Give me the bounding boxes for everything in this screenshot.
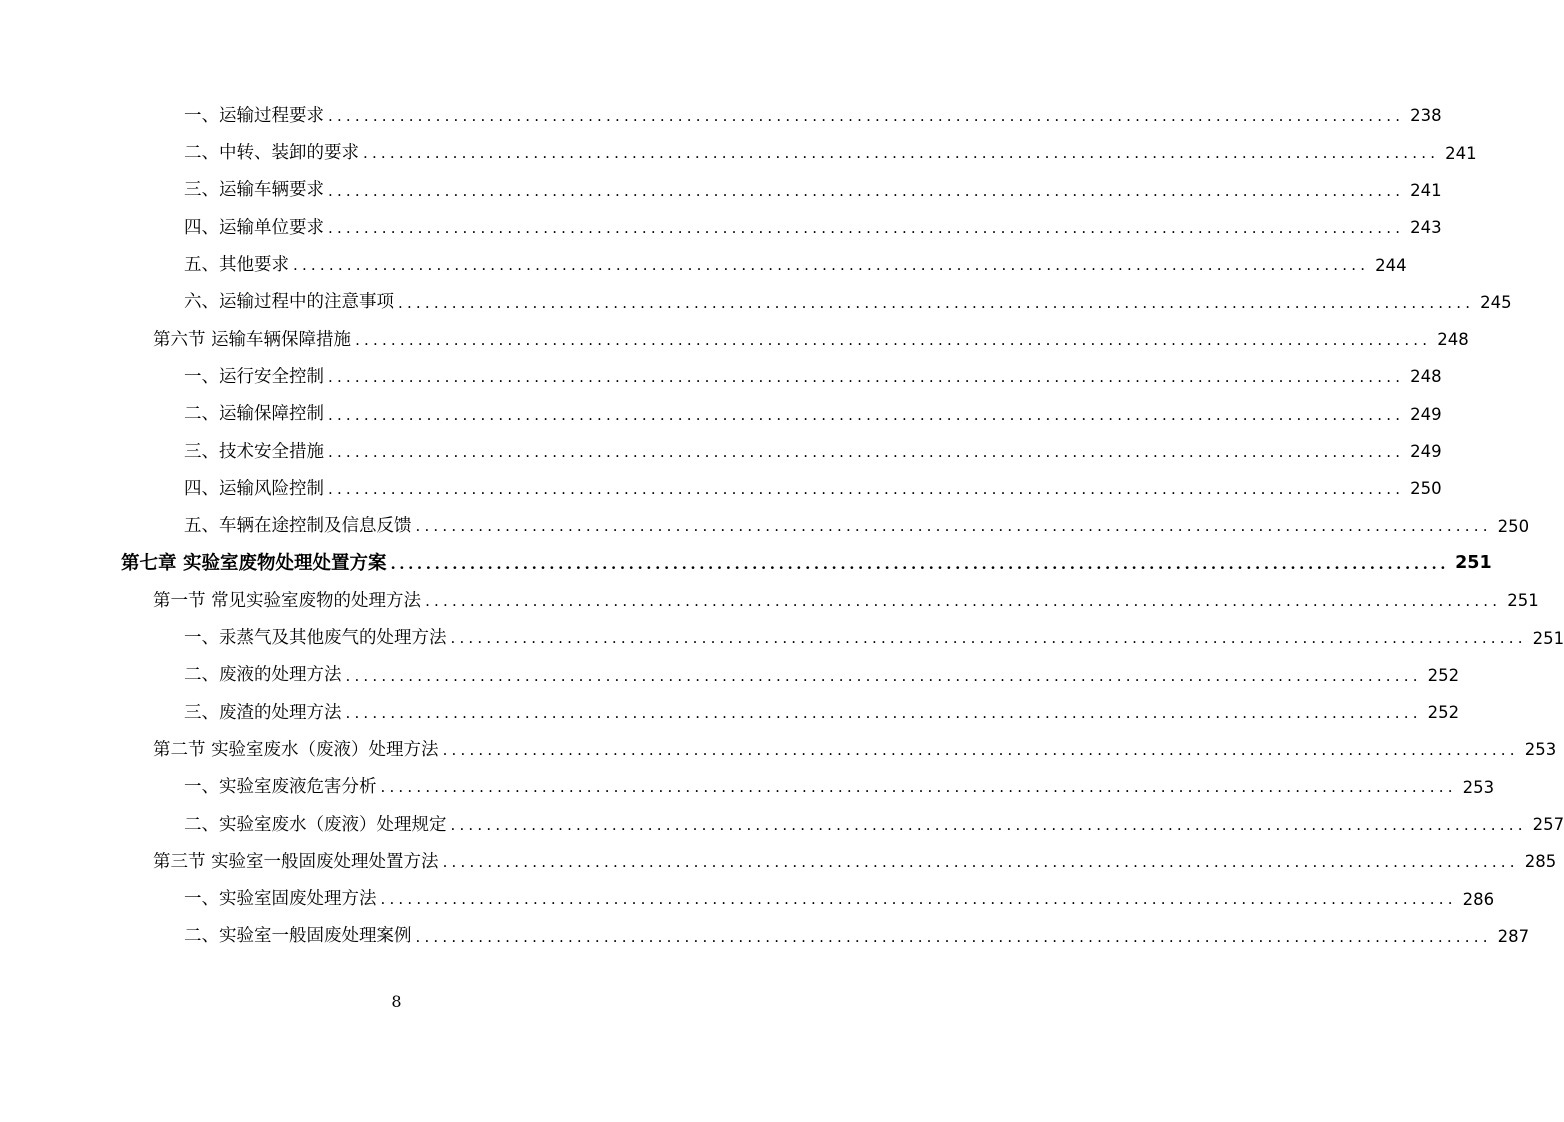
toc-entry-title: 五、车辆在途控制及信息反馈 [184, 516, 412, 537]
toc-item-entry[interactable] [184, 919, 1530, 956]
toc-entry-page: 252 [1427, 703, 1460, 723]
dot-leader: ........................................................................................................................ [442, 853, 1519, 872]
toc-entry-title: 二、中转、装卸的要求 [184, 143, 359, 164]
dot-leader: ........................................................................................................................ [390, 554, 1450, 573]
toc-item-entry[interactable] [184, 769, 1495, 806]
dot-leader: ........................................................................................................................ [293, 256, 1370, 275]
toc-entry-page: 252 [1427, 665, 1460, 685]
toc-section-entry[interactable] [153, 583, 1539, 620]
dot-leader: ........................................................................................................................ [328, 442, 1405, 461]
toc-entry-title: 一、汞蒸气及其他废气的处理方法 [184, 628, 447, 649]
toc-entry-title: 第三节 实验室一般固废处理处置方法 [153, 851, 439, 872]
toc-entry-page: 249 [1410, 404, 1442, 424]
toc-entry-title: 一、运输过程要求 [184, 105, 324, 126]
dot-leader: ........................................................................................................................ [450, 815, 1527, 834]
toc-entry-page: 241 [1445, 143, 1477, 163]
toc-chapter-entry[interactable] [121, 546, 1492, 583]
toc-entry-page: 241 [1410, 180, 1442, 200]
toc-item-entry[interactable] [184, 210, 1442, 247]
toc-entry-page: 286 [1462, 889, 1495, 909]
toc-section-entry[interactable] [153, 322, 1469, 359]
toc-entry-title: 六、运输过程中的注意事项 [184, 292, 394, 313]
toc-entry-title: 三、废渣的处理方法 [184, 702, 342, 723]
toc-entry-title: 二、废液的处理方法 [184, 665, 342, 686]
toc-entry-page: 253 [1462, 777, 1495, 797]
toc-entry-page: 287 [1497, 926, 1530, 946]
table-of-contents [0, 98, 1564, 956]
toc-entry-page: 249 [1410, 442, 1442, 462]
dot-leader: ........................................................................................................................ [363, 144, 1440, 163]
toc-item-entry[interactable] [184, 508, 1530, 545]
toc-entry-title: 三、技术安全措施 [184, 441, 324, 462]
dot-leader: ........................................................................................................................ [328, 219, 1405, 238]
toc-item-entry[interactable] [184, 359, 1442, 396]
dot-leader: ........................................................................................................................ [442, 741, 1519, 760]
toc-entry-page: 253 [1524, 740, 1557, 760]
toc-entry-page: 238 [1410, 106, 1442, 126]
toc-item-entry[interactable] [184, 807, 1564, 844]
dot-leader: ........................................................................................................................ [380, 778, 1457, 797]
toc-item-entry[interactable] [184, 173, 1442, 210]
toc-entry-page: 251 [1532, 628, 1564, 648]
toc-entry-title: 二、实验室一般固废处理案例 [184, 926, 412, 947]
toc-entry-title: 五、其他要求 [184, 255, 289, 276]
page-number: 8 [391, 992, 402, 1011]
toc-entry-title: 三、运输车辆要求 [184, 180, 324, 201]
toc-item-entry[interactable] [184, 471, 1442, 508]
toc-item-entry[interactable] [184, 284, 1512, 321]
toc-entry-page: 250 [1497, 516, 1530, 536]
toc-entry-page: 248 [1410, 367, 1442, 387]
dot-leader: ........................................................................................................................ [450, 629, 1527, 648]
toc-entry-title: 一、实验室废液危害分析 [184, 777, 377, 798]
toc-entry-title: 二、实验室废水（废液）处理规定 [184, 814, 447, 835]
dot-leader: ........................................................................................................................ [380, 890, 1457, 909]
toc-item-entry[interactable] [184, 695, 1460, 732]
dot-leader: ........................................................................................................................ [328, 405, 1405, 424]
toc-entry-page: 250 [1410, 479, 1442, 499]
toc-entry-page: 248 [1437, 330, 1469, 350]
dot-leader: ........................................................................................................................ [345, 666, 1422, 685]
toc-section-entry[interactable] [153, 844, 1557, 881]
dot-leader: ........................................................................................................................ [355, 330, 1432, 349]
toc-item-entry[interactable] [184, 620, 1564, 657]
dot-leader: ........................................................................................................................ [415, 517, 1492, 536]
dot-leader: ........................................................................................................................ [328, 107, 1405, 126]
toc-entry-page: 285 [1524, 852, 1557, 872]
toc-entry-page: 251 [1455, 553, 1492, 574]
toc-entry-title: 二、运输保障控制 [184, 404, 324, 425]
toc-entry-page: 243 [1410, 218, 1442, 238]
dot-leader: ........................................................................................................................ [328, 368, 1405, 387]
toc-item-entry[interactable] [184, 247, 1407, 284]
toc-entry-page: 244 [1375, 255, 1407, 275]
dot-leader: ........................................................................................................................ [415, 927, 1492, 946]
dot-leader: ........................................................................................................................ [398, 293, 1475, 312]
toc-entry-title: 一、实验室固废处理方法 [184, 889, 377, 910]
toc-entry-title: 第二节 实验室废水（废液）处理方法 [153, 739, 439, 760]
toc-entry-title: 一、运行安全控制 [184, 366, 324, 387]
toc-item-entry[interactable] [184, 98, 1442, 135]
dot-leader: ........................................................................................................................ [345, 703, 1422, 722]
toc-item-entry[interactable] [184, 396, 1442, 433]
dot-leader: ........................................................................................................................ [328, 480, 1405, 499]
toc-entry-page: 251 [1507, 591, 1539, 611]
toc-entry-title: 第一节 常见实验室废物的处理方法 [153, 590, 422, 611]
toc-entry-page: 245 [1480, 292, 1512, 312]
toc-item-entry[interactable] [184, 657, 1460, 694]
toc-entry-page: 257 [1532, 815, 1564, 835]
toc-entry-title: 第七章 实验室废物处理处置方案 [121, 552, 387, 574]
toc-entry-title: 第六节 运输车辆保障措施 [153, 329, 352, 350]
dot-leader: ........................................................................................................................ [328, 181, 1405, 200]
toc-entry-title: 四、运输风险控制 [184, 478, 324, 499]
toc-item-entry[interactable] [184, 434, 1442, 471]
toc-section-entry[interactable] [153, 732, 1557, 769]
dot-leader: ........................................................................................................................ [425, 592, 1502, 610]
toc-entry-title: 四、运输单位要求 [184, 217, 324, 238]
toc-item-entry[interactable] [184, 881, 1495, 918]
toc-item-entry[interactable] [184, 135, 1477, 172]
